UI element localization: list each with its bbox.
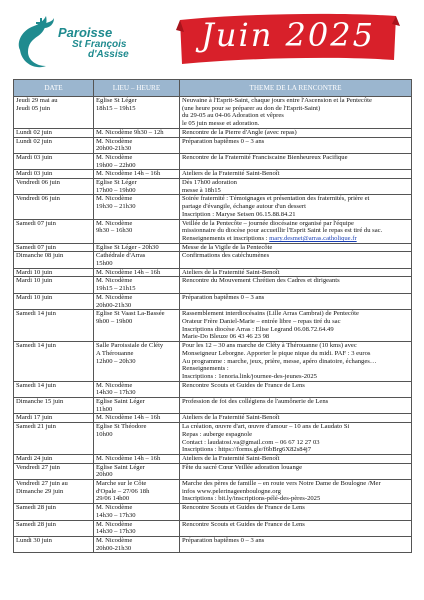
theme-cell-line: Ateliers de la Fraternité Saint-Benoît bbox=[182, 414, 280, 422]
place-cell bbox=[94, 137, 180, 153]
date-cell bbox=[14, 480, 94, 504]
theme-cell bbox=[180, 342, 412, 382]
date-cell-line: Dimanche 15 juin bbox=[16, 398, 64, 406]
place-cell bbox=[94, 480, 180, 504]
place-cell-line: 10h00 bbox=[96, 430, 113, 438]
place-cell-line: 20h00 bbox=[96, 471, 113, 479]
date-cell bbox=[14, 423, 94, 455]
date-cell-line: Vendredi 27 juin bbox=[16, 463, 60, 471]
place-cell-line: 14h30 – 17h30 bbox=[96, 528, 136, 536]
table-row bbox=[14, 243, 412, 252]
table-row bbox=[14, 268, 412, 277]
theme-cell bbox=[180, 414, 412, 423]
date-cell-line: Jeudi 29 mai au bbox=[16, 97, 58, 104]
place-cell-line: A Thérouanne bbox=[96, 349, 134, 357]
place-cell bbox=[94, 195, 180, 219]
place-cell-line: M. Nicodème bbox=[96, 536, 133, 544]
place-cell-line: M. Nicodème bbox=[96, 381, 133, 389]
date-cell bbox=[14, 97, 94, 129]
table-row bbox=[14, 463, 412, 479]
table-row bbox=[14, 454, 412, 463]
place-cell bbox=[94, 454, 180, 463]
date-cell bbox=[14, 243, 94, 252]
place-cell bbox=[94, 423, 180, 455]
place-cell bbox=[94, 536, 180, 552]
theme-cell-line: Inscriptions diocèse Arras : Elise Legrand 06.08.72.64.49 bbox=[182, 325, 334, 333]
theme-cell-line: Pour les 12 – 30 ans marche de Cléty à Thérouanne (10 kms) avec bbox=[182, 342, 357, 350]
theme-cell-line: Rencontre du Mouvement Chrétien des Cadres et dirigeants bbox=[182, 277, 340, 285]
theme-cell bbox=[180, 520, 412, 536]
date-cell bbox=[14, 268, 94, 277]
date-cell-line: Mardi 10 juin bbox=[16, 268, 53, 276]
table-header-row bbox=[14, 80, 412, 97]
table-row bbox=[14, 170, 412, 179]
table-row bbox=[14, 520, 412, 536]
place-cell bbox=[94, 277, 180, 293]
theme-cell-line: Inscriptions : 1enoria.link/journee-des-jeunes-2025 bbox=[182, 372, 317, 380]
theme-cell bbox=[180, 252, 412, 268]
parish-name: Paroisse bbox=[58, 25, 113, 40]
place-cell-line: M. Nicodème bbox=[96, 219, 133, 227]
date-cell bbox=[14, 310, 94, 342]
place-cell bbox=[94, 153, 180, 169]
date-cell-line: Lundi 02 juin bbox=[16, 128, 52, 136]
table-row bbox=[14, 277, 412, 293]
place-cell bbox=[94, 170, 180, 179]
place-cell-line: M. Nicodème 14h – 16h bbox=[96, 268, 161, 276]
table-row bbox=[14, 293, 412, 309]
theme-cell-line: partage d'évangile, échange autour d'un dessert bbox=[182, 203, 306, 211]
date-cell-line: Lundi 02 juin bbox=[16, 137, 52, 145]
col-header-place: LIEU – HEURE bbox=[94, 80, 180, 97]
theme-cell-line: le 05 juin messe et adoration. bbox=[182, 120, 260, 128]
place-cell-line: 19h30 – 21h30 bbox=[96, 203, 136, 211]
place-cell-line: 14h30 – 17h30 bbox=[96, 511, 136, 519]
theme-cell bbox=[180, 293, 412, 309]
table-row bbox=[14, 536, 412, 552]
theme-cell-line: Ateliers de la Fraternité Saint-Benoît bbox=[182, 170, 280, 178]
date-cell bbox=[14, 195, 94, 219]
table-row bbox=[14, 252, 412, 268]
table-row bbox=[14, 342, 412, 382]
place-cell-line: M. Nicodème bbox=[96, 520, 133, 528]
place-cell bbox=[94, 520, 180, 536]
place-cell-line: 9h30 – 16h30 bbox=[96, 227, 133, 235]
theme-cell-line: Neuvaine à l'Esprit-Saint, chaque jours entre l'Ascension et la Pentecôte bbox=[182, 97, 372, 104]
theme-cell-line: Marie-Do Bleuze 06 43 46 23 98 bbox=[182, 333, 270, 341]
place-cell-line: 17h00 – 19h00 bbox=[96, 186, 136, 194]
date-cell bbox=[14, 536, 94, 552]
email-link[interactable]: mary.desmet@arras.catholique.fr bbox=[269, 234, 357, 242]
date-cell-line: Jeudi 05 juin bbox=[16, 104, 51, 112]
date-cell-line: Mardi 24 juin bbox=[16, 454, 53, 462]
place-cell bbox=[94, 381, 180, 397]
theme-cell-line: Orateur Frère Daniel-Marie – entrée libre – repas tiré du sac bbox=[182, 317, 341, 325]
place-cell-line: Marche sur le Côte bbox=[96, 480, 147, 488]
theme-cell bbox=[180, 536, 412, 552]
theme-cell-line: Contact : laudatosi.va@gmail.com – 06 67 12 27 03 bbox=[182, 438, 320, 446]
date-cell-line: Mardi 03 juin bbox=[16, 153, 53, 161]
theme-cell-line: Dès 17h00 adoration bbox=[182, 179, 237, 187]
date-cell bbox=[14, 219, 94, 243]
place-cell bbox=[94, 97, 180, 129]
theme-cell bbox=[180, 243, 412, 252]
date-cell bbox=[14, 137, 94, 153]
theme-cell-line: Inscription : Maryse Seisen 06.15.88.84.21 bbox=[182, 210, 296, 218]
date-cell bbox=[14, 504, 94, 520]
theme-cell-line: Rencontre Scouts et Guides de France de Lens bbox=[182, 520, 305, 528]
events-table bbox=[13, 79, 412, 553]
theme-cell bbox=[180, 137, 412, 153]
theme-cell bbox=[180, 504, 412, 520]
place-cell bbox=[94, 268, 180, 277]
date-cell-line: Samedi 14 juin bbox=[16, 381, 56, 389]
place-cell-line: M. Nicodème bbox=[96, 504, 133, 512]
place-cell-line: 29/06 14h00 bbox=[96, 495, 130, 503]
place-cell-line: Salle Paroissiale de Cléty bbox=[96, 342, 164, 350]
place-cell bbox=[94, 342, 180, 382]
place-cell-line: M. Nicodème 9h30 – 12h bbox=[96, 128, 164, 136]
date-cell-line: Vendredi 06 juin bbox=[16, 195, 60, 203]
date-cell-line: Vendredi 06 juin bbox=[16, 179, 60, 187]
theme-cell-line: Confirmations des catéchumènes bbox=[182, 252, 270, 260]
theme-cell-line: Repas : auberge espagnole bbox=[182, 430, 253, 438]
date-cell bbox=[14, 398, 94, 414]
place-cell-line: Eglise Saint Léger bbox=[96, 398, 145, 406]
theme-cell bbox=[180, 153, 412, 169]
date-cell bbox=[14, 342, 94, 382]
place-cell bbox=[94, 219, 180, 243]
place-cell-line: 20h00-21h30 bbox=[96, 145, 132, 153]
theme-cell-line: Renseignements : bbox=[182, 365, 229, 373]
place-cell-line: M. Nicodème 14h – 16h bbox=[96, 414, 161, 422]
theme-cell-line: Rassemblement interdiocésains (Lille Arras Cambrai) de Pentecôte bbox=[182, 310, 359, 318]
place-cell-line: Eglise Saint Léger bbox=[96, 463, 145, 471]
place-cell-line: M. Nicodème bbox=[96, 195, 133, 203]
table-row bbox=[14, 219, 412, 243]
date-cell bbox=[14, 170, 94, 179]
theme-cell-line: Fête du sacré Cœur Veillée adoration louange bbox=[182, 463, 302, 471]
date-cell bbox=[14, 153, 94, 169]
theme-cell-line: Rencontre Scouts et Guides de France de Lens bbox=[182, 381, 305, 389]
theme-cell bbox=[180, 423, 412, 455]
place-cell bbox=[94, 252, 180, 268]
place-cell-line: Eglise St Léger bbox=[96, 179, 137, 187]
place-cell bbox=[94, 414, 180, 423]
table-row bbox=[14, 128, 412, 137]
theme-cell bbox=[180, 454, 412, 463]
table-row bbox=[14, 381, 412, 397]
theme-cell bbox=[180, 195, 412, 219]
theme-cell bbox=[180, 97, 412, 129]
date-cell bbox=[14, 252, 94, 268]
date-cell-line: Samedi 14 juin bbox=[16, 342, 56, 350]
theme-cell bbox=[180, 480, 412, 504]
place-cell-line: Eglise St Théodore bbox=[96, 423, 147, 431]
place-cell-line: Eglise St Léger - 20h30 bbox=[96, 243, 159, 251]
place-cell-line: Eglise St Léger bbox=[96, 97, 137, 104]
date-cell-line: Mardi 10 juin bbox=[16, 277, 53, 285]
place-cell bbox=[94, 243, 180, 252]
theme-cell bbox=[180, 268, 412, 277]
theme-cell-line: missionnaire du diocèse pour accueillir l'Esprit Saint le repas est tiré du sac. bbox=[182, 227, 383, 235]
theme-cell-line bbox=[182, 235, 409, 243]
month-title: Juin 2025 bbox=[201, 16, 375, 54]
table-row bbox=[14, 179, 412, 195]
date-cell-line: Samedi 14 juin bbox=[16, 310, 56, 318]
theme-cell-line: Ateliers de la Fraternité Saint-Benoît bbox=[182, 454, 280, 462]
theme-cell-line: Rencontre de la Fraternité Franciscaine Bienheureux Pacifique bbox=[182, 153, 348, 161]
table-row bbox=[14, 97, 412, 129]
theme-cell-line: La création, œuvre d'art, œuvre d'amour – 10 ans de Laudato Si bbox=[182, 423, 350, 431]
date-cell bbox=[14, 454, 94, 463]
theme-cell-line: Au programme : marche, jeux, prière, messe, apéro dinatoire, échanges… bbox=[182, 357, 377, 365]
parish-logo bbox=[14, 12, 164, 72]
theme-cell bbox=[180, 179, 412, 195]
table-row bbox=[14, 153, 412, 169]
date-cell-line: Samedi 28 juin bbox=[16, 520, 56, 528]
date-cell bbox=[14, 277, 94, 293]
date-cell bbox=[14, 463, 94, 479]
col-header-theme: THEME DE LA RENCONTRE bbox=[180, 80, 412, 97]
theme-cell-line: Messe de la Vigile de la Pentecôte bbox=[182, 243, 273, 251]
place-cell-line: M. Nicodème bbox=[96, 293, 133, 301]
page-header bbox=[0, 0, 424, 78]
date-cell bbox=[14, 520, 94, 536]
date-cell-line: Dimanche 08 juin bbox=[16, 252, 64, 260]
theme-cell-line: Ateliers de la Fraternité Saint-Benoît bbox=[182, 268, 280, 276]
date-cell-line: Samedi 21 juin bbox=[16, 423, 56, 431]
place-cell-line: M. Nicodème bbox=[96, 277, 133, 285]
col-header-date: DATE bbox=[14, 80, 94, 97]
date-cell bbox=[14, 293, 94, 309]
theme-cell-line: Monseigneur Leborgne. Apporter le pique nique du midi. PAF : 3 euros bbox=[182, 349, 371, 357]
theme-cell bbox=[180, 381, 412, 397]
month-banner bbox=[176, 10, 400, 68]
place-cell-line: M. Nicodème bbox=[96, 153, 133, 161]
theme-cell bbox=[180, 398, 412, 414]
place-cell-line: 19h00 – 22h00 bbox=[96, 161, 136, 169]
table-row bbox=[14, 414, 412, 423]
theme-cell-line: Profession de foi des collégiens de l'aumônerie de Lens bbox=[182, 398, 329, 406]
place-cell-line: 11h00 bbox=[96, 405, 113, 413]
theme-text: Renseignements et inscriptions : bbox=[182, 234, 270, 242]
table-body bbox=[14, 97, 412, 553]
place-cell-line: M. Nicodème 14h – 16h bbox=[96, 170, 161, 178]
theme-cell bbox=[180, 219, 412, 243]
table-row bbox=[14, 195, 412, 219]
place-cell-line: Cathédrale d'Arras bbox=[96, 252, 146, 260]
table-row bbox=[14, 137, 412, 153]
date-cell-line: Samedi 07 juin bbox=[16, 243, 56, 251]
table-row bbox=[14, 423, 412, 455]
table-row bbox=[14, 480, 412, 504]
place-cell-line: Eglise St Vaast La-Bassée bbox=[96, 310, 165, 318]
date-cell bbox=[14, 381, 94, 397]
theme-cell-line: Rencontre Scouts et Guides de France de Lens bbox=[182, 504, 305, 512]
date-cell-line: Lundi 30 juin bbox=[16, 536, 52, 544]
place-cell-line: 20h00-21h30 bbox=[96, 301, 132, 309]
place-cell-line: 9h00 – 19h00 bbox=[96, 317, 133, 325]
place-cell bbox=[94, 504, 180, 520]
date-cell-line: Samedi 07 juin bbox=[16, 219, 56, 227]
date-cell-line: Mardi 17 juin bbox=[16, 414, 53, 422]
theme-cell bbox=[180, 128, 412, 137]
place-cell-line: M. Nicodème 14h – 16h bbox=[96, 454, 161, 462]
parish-sub2: d'Assise bbox=[88, 49, 129, 61]
theme-cell bbox=[180, 463, 412, 479]
place-cell-line: 20h00-21h30 bbox=[96, 544, 132, 552]
theme-cell-line: Préparation baptêmes 0 – 3 ans bbox=[182, 536, 265, 544]
place-cell-line: 14h30 – 17h30 bbox=[96, 389, 136, 397]
table-row bbox=[14, 398, 412, 414]
theme-cell bbox=[180, 277, 412, 293]
place-cell-line: 18h15 – 19h15 bbox=[96, 104, 136, 112]
table-row bbox=[14, 310, 412, 342]
table-row bbox=[14, 504, 412, 520]
theme-cell-line: Rencontre de la Pierre d'Angle (avec repas) bbox=[182, 128, 297, 136]
date-cell bbox=[14, 179, 94, 195]
place-cell-line: 19h15 – 21h15 bbox=[96, 285, 136, 293]
place-cell bbox=[94, 293, 180, 309]
theme-cell bbox=[180, 310, 412, 342]
place-cell bbox=[94, 128, 180, 137]
place-cell-line: M. Nicodème bbox=[96, 137, 133, 145]
theme-cell-line: infos www.pelerinageenboulogne.org bbox=[182, 487, 281, 495]
theme-cell-line: messe à 18h15 bbox=[182, 186, 221, 194]
place-cell-line: d'Opale – 27/06 18h bbox=[96, 487, 150, 495]
theme-cell-line: du 29-05 au 04-06 Adoration et vêpres bbox=[182, 112, 284, 120]
theme-cell-line: Inscriptions : bit.ly/inscriptions-pélé-des-pères-2025 bbox=[182, 495, 321, 503]
date-cell bbox=[14, 414, 94, 423]
date-cell-line: Vendredi 27 juin au bbox=[16, 480, 68, 488]
theme-cell-line: (une heure pour se préparer au don de l'Esprit-Saint) bbox=[182, 104, 321, 112]
place-cell bbox=[94, 179, 180, 195]
theme-cell bbox=[180, 170, 412, 179]
place-cell bbox=[94, 463, 180, 479]
date-cell bbox=[14, 128, 94, 137]
parish-name-block bbox=[58, 26, 129, 61]
date-cell-line: Mardi 03 juin bbox=[16, 170, 53, 178]
theme-cell-line: Préparation baptêmes 0 – 3 ans bbox=[182, 293, 265, 301]
place-cell bbox=[94, 310, 180, 342]
parish-sub1: St François bbox=[72, 38, 127, 50]
place-cell-line: 15h00 bbox=[96, 260, 113, 268]
theme-cell-line: Marche des pères de famille – en route vers Notre Dame de Boulogne /Mer bbox=[182, 480, 381, 488]
date-cell-line: Mardi 10 juin bbox=[16, 293, 53, 301]
theme-cell-line: Veillée de la Pentecôte – journée diocésaine organisé par l'équipe bbox=[182, 219, 354, 227]
date-cell-line: Dimanche 29 juin bbox=[16, 487, 64, 495]
theme-cell-line: Soirée fraternité : Témoignages et présentation des fraternités, prière et bbox=[182, 195, 370, 203]
theme-cell-line: Inscriptions : https://forms.gle/f6bBrg6X82s84j7 bbox=[182, 446, 312, 454]
theme-cell-line: Préparation baptêmes 0 – 3 ans bbox=[182, 137, 265, 145]
place-cell bbox=[94, 398, 180, 414]
place-cell-line: 12h00 – 20h30 bbox=[96, 357, 136, 365]
date-cell-line: Samedi 28 juin bbox=[16, 504, 56, 512]
